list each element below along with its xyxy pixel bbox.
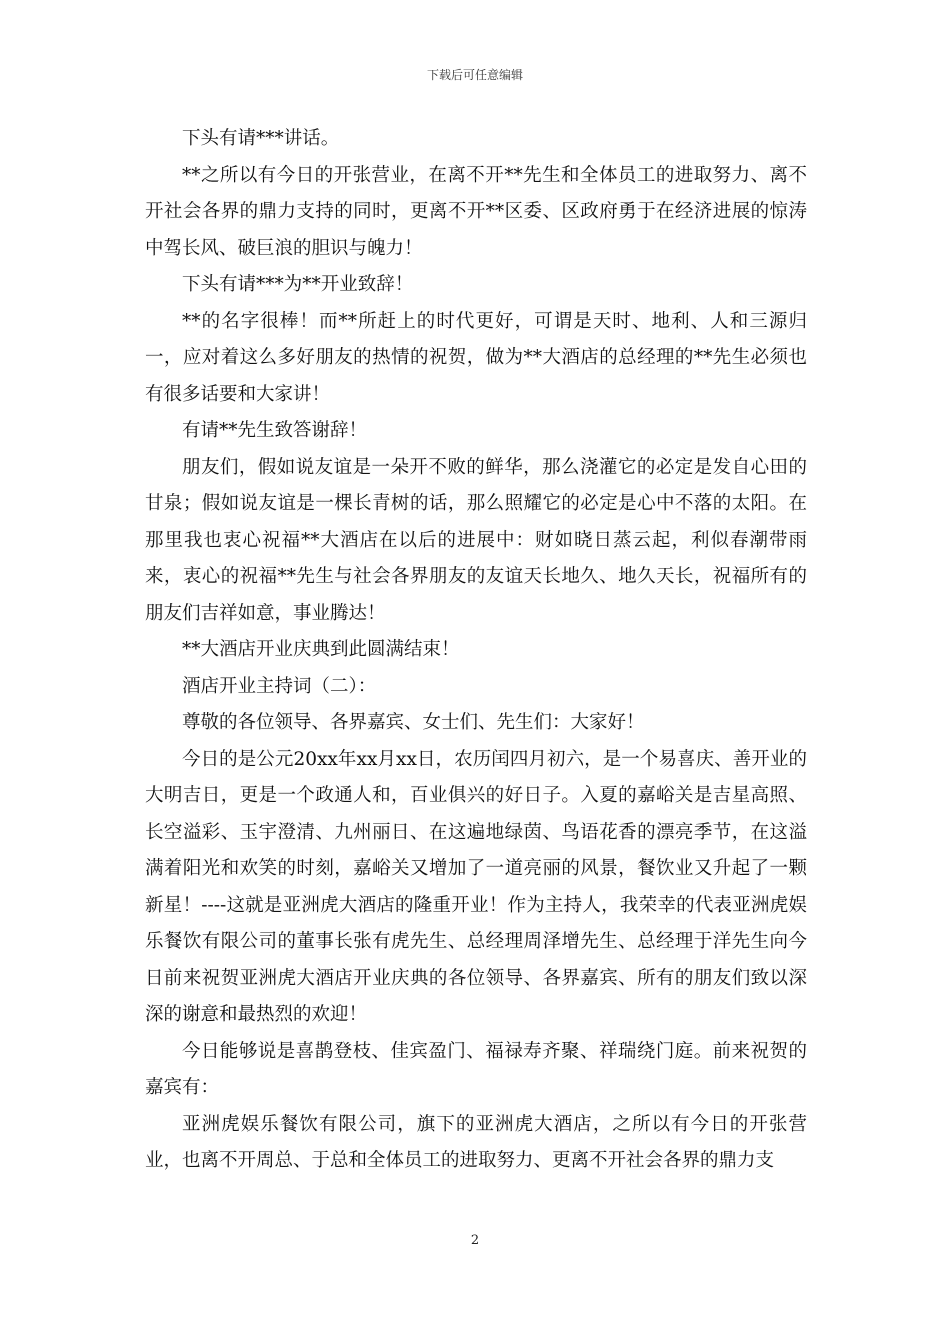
paragraph: 尊敬的各位领导、各界嘉宾、女士们、先生们：大家好！	[182, 712, 645, 733]
paragraph: **之所以有今日的开张营业，在离不开**先生和全体员工的进取努力、离不开社会各界的鼎力支持的同时，更离不开**区委、区政府勇于在经济进展的惊涛中驾长风、破巨浪的胆识与魄力！	[145, 164, 807, 259]
paragraph: 今日能够说是喜鹊登枝、佳宾盈门、福禄寿齐聚、祥瑞绕门庭。前来祝贺的嘉宾有：	[145, 1040, 807, 1098]
paragraph: 朋友们，假如说友谊是一朵开不败的鲜华，那么浇灌它的必定是发自心田的甘泉；假如说友谊是一棵长青树的话，那么照耀它的必定是心中不落的太阳。在那里我也衷心祝福**大酒店在以后的进展中：财如晓日蒸云起，利似春潮带雨来，衷心的祝福**先生与社会各界朋友的友谊天长地久、地久天长，祝福所有的朋友们吉祥如意，事业腾达！	[145, 456, 807, 624]
paragraph: 今日的是公元20xx年xx月xx日，农历闰四月初六，是一个易喜庆、善开业的大明吉日，更是一个政通人和，百业俱兴的好日子。入夏的嘉峪关是吉星高照、长空溢彩、玉宇澄清、九州丽日、在这遍地绿茵、鸟语花香的漂亮季节，在这溢满着阳光和欢笑的时刻，嘉峪关又增加了一道亮丽的风景，餐饮业又升起了一颗新星！----这就是亚洲虎大酒店的隆重开业！作为主持人，我荣幸的代表亚洲虎娱乐餐饮有限公司的董事长张有虎先生、总经理周泽增先生、总经理于洋先生向今日前来祝贺亚洲虎大酒店开业庆典的各位领导、各界嘉宾、所有的朋友们致以深深的谢意和最热烈的欢迎！	[145, 748, 807, 1025]
page-number: 2	[470, 1233, 480, 1248]
document-body	[145, 121, 807, 1180]
paragraph: **大酒店开业庆典到此圆满结束！	[182, 639, 460, 660]
paragraph: 有请**先生致答谢辞！	[182, 420, 368, 441]
paragraph: 亚洲虎娱乐餐饮有限公司，旗下的亚洲虎大酒店，之所以有今日的开张营业，也离不开周总、于总和全体员工的进取努力、更离不开社会各界的鼎力支	[145, 1113, 807, 1171]
section-heading: 酒店开业主持词（二）：	[182, 675, 377, 697]
paragraph: 下头有请***讲话。	[182, 128, 340, 149]
paragraph: 下头有请***为**开业致辞！	[182, 274, 414, 295]
page-header: 下载后可任意编辑	[426, 68, 523, 82]
paragraph: **的名字很棒！而**所赶上的时代更好，可谓是天时、地利、人和三源归一，应对着这么多好朋友的热情的祝贺，做为**大酒店的总经理的**先生必须也有很多话要和大家讲！	[145, 310, 807, 405]
